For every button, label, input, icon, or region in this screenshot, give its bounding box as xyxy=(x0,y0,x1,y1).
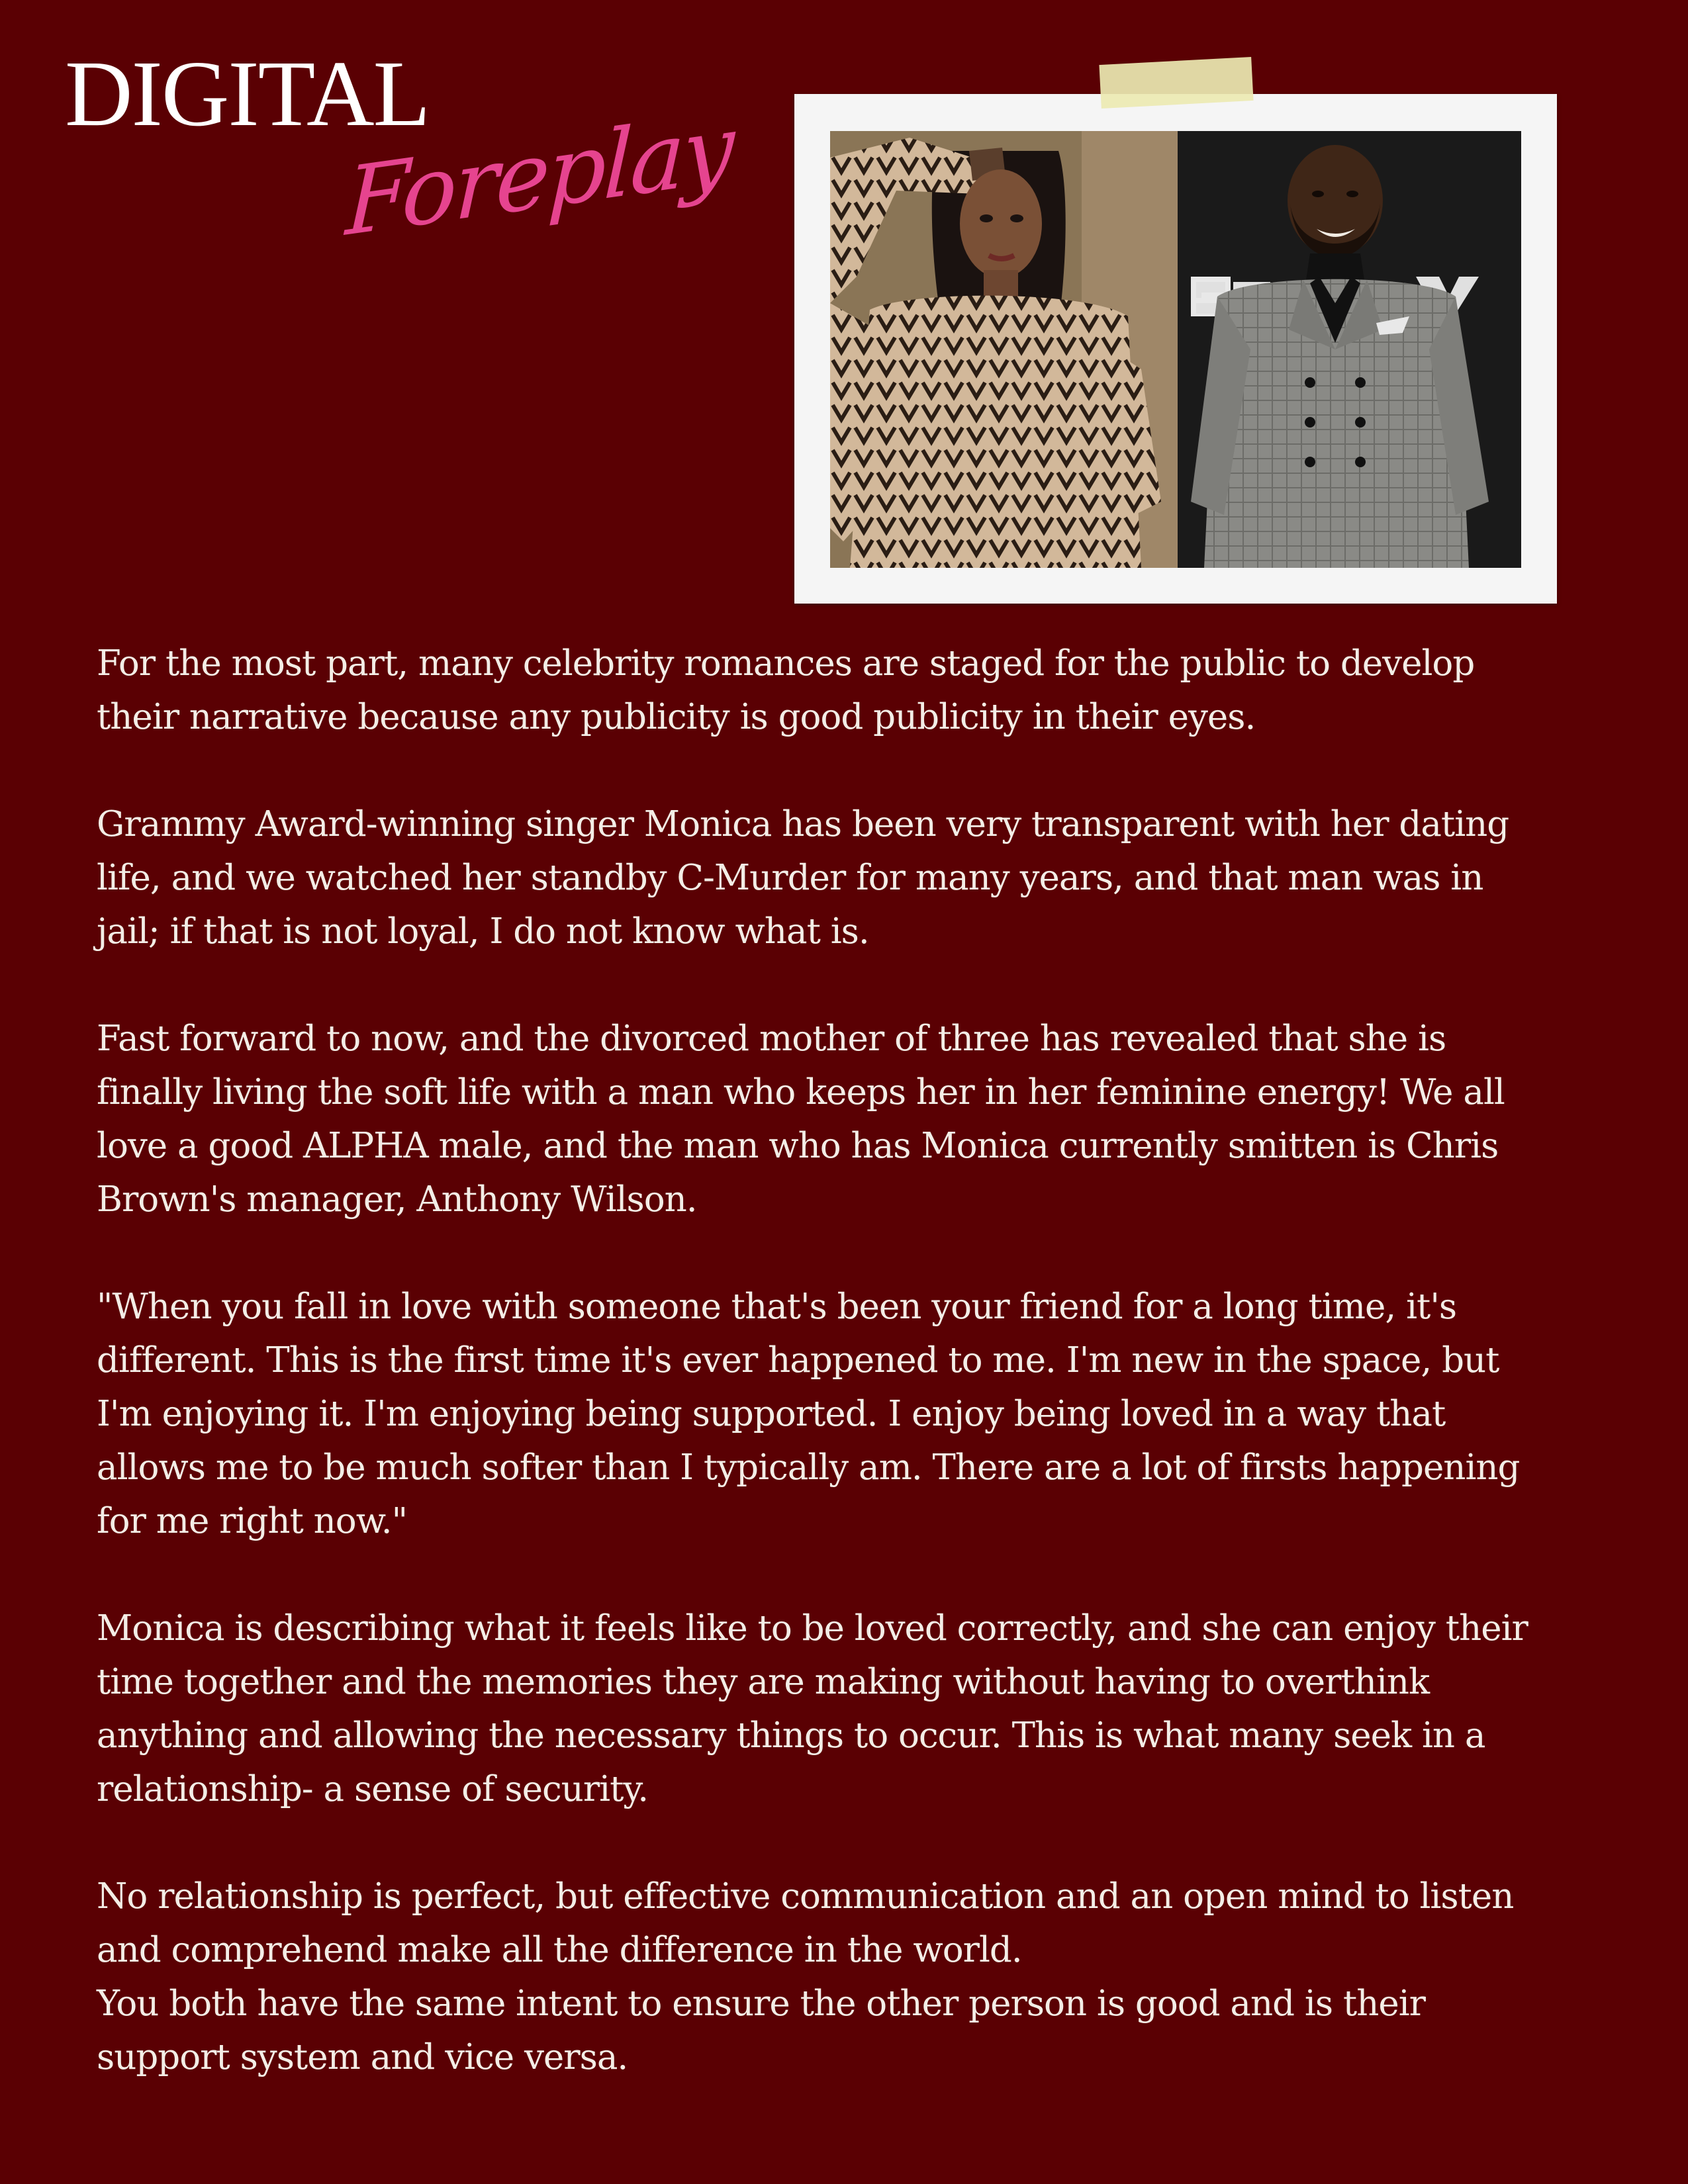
masthead-digital-text: DIGITAL xyxy=(65,41,430,146)
tape-strip-icon xyxy=(1099,57,1253,109)
article-paragraph-2: Grammy Award-winning singer Monica has been very transparent with her dating life, and we watched her standby C-Murder for many years, and that man was in jail; if that is not loyal, I do not know what is. xyxy=(97,804,1509,952)
article-quote-paragraph: "When you fall in love with someone that's been your friend for a long time, it's different. This is the first time it's ever happened to me. I'm new in the space, but I'm enjoying it. I'm enjoying being supported. I enjoy being loved in a way that allows me to be much softer than I typically am. There are a lot of firsts happening for me right now." xyxy=(97,1287,1520,1541)
masthead-foreplay-script: Foreplay xyxy=(344,93,734,258)
article-paragraph-1: For the most part, many celebrity romances are staged for the public to develop their narrative because any publicity is good publicity in their eyes. xyxy=(97,643,1475,737)
article-paragraph-7: You both have the same intent to ensure the other person is good and is their support system and vice versa. xyxy=(97,1983,1426,2077)
article-body xyxy=(97,637,1606,2138)
man-portrait-illustration-icon xyxy=(1178,131,1521,568)
woman-portrait-illustration-icon xyxy=(830,131,1178,568)
woman-portrait-photo xyxy=(830,131,1178,568)
article-paragraph-6: No relationship is perfect, but effective communication and an open mind to listen and comprehend make all the difference in the world. xyxy=(97,1876,1514,1970)
couple-photo xyxy=(830,131,1521,568)
article-paragraph-5: Monica is describing what it feels like to be loved correctly, and she can enjoy their time together and the memories they are making without having to overthink anything and allowing the necessary things to occur. This is what many seek in a relationship- a sense of security. xyxy=(97,1608,1528,1809)
man-portrait-photo xyxy=(1178,131,1521,568)
article-paragraph-3: Fast forward to now, and the divorced mother of three has revealed that she is finally living the soft life with a man who keeps her in her feminine energy! We all love a good ALPHA male, and the man who has Monica currently smitten is Chris Brown's manager, Anthony Wilson. xyxy=(97,1019,1505,1220)
polaroid-photo-frame xyxy=(794,94,1557,604)
